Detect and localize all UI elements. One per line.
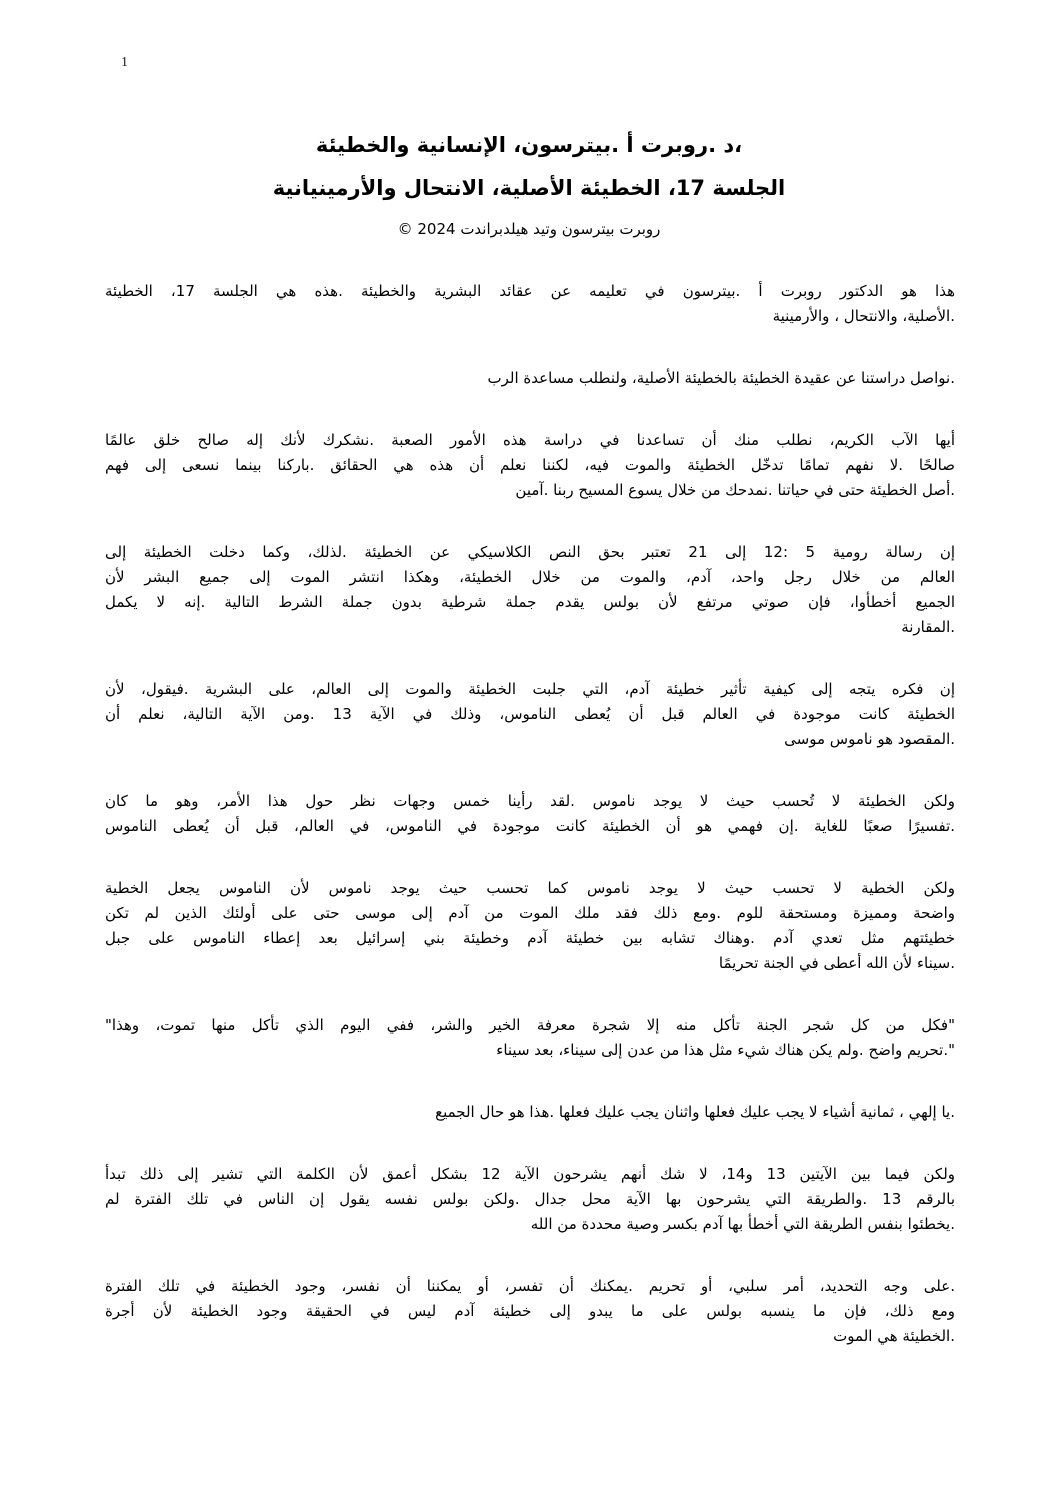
paragraph-sin-not-counted (105, 789, 955, 839)
paragraph-verses-13-14 (105, 1162, 955, 1237)
paragraph-romans (105, 540, 955, 640)
text-line: .الأصلية، والانتحال ، والأرمينية (772, 307, 955, 325)
text-line: "فكل من كل شجر الجنة تأكل منه إلا شجرة معرفة الخير والشر، ففي اليوم الذي تأكل منها تموت، وهذا" (105, 1016, 955, 1034)
text-line: .يا إلهي ، ثمانية أشياء لا يجب عليك فعلها واثنان يجب عليك فعلها .هذا هو حال الجميع (435, 1103, 955, 1121)
text-line: ".تحريم واضح .ولم يكن هناك شيء مثل هذا من عدن إلى سيناء، بعد سيناء (496, 1041, 955, 1059)
text-line: ولكن الخطيئة لا تُحسب حيث لا يوجد ناموس .لقد رأينا خمس وجهات نظر حول هذا الأمر، وهو ما كان (105, 792, 955, 810)
paragraph-intro (105, 279, 955, 329)
text-line: .أصل الخطيئة حتى في حياتنا .نمدحك من خلال يسوع المسيح ربنا .آمين (515, 481, 955, 499)
text-line: إن فكره يتجه إلى كيفية تأثير خطيئة آدم، التي جلبت الخطيئة والموت إلى العالم، على البشرية .فيقول، لأن (105, 680, 955, 698)
text-line: إن رسالة رومية 5 :12 إلى 21 تعتبر بحق النص الكلاسيكي عن الخطيئة .لذلك، وكما دخلت الخطيئة إلى (105, 543, 956, 561)
text-line: أيها الآب الكريم، نطلب منك أن تساعدنا في دراسة هذه الأمور الصعبة .نشكرك لأنك إله صالح خلق عالمًا (105, 431, 955, 449)
paragraph-garden-quote (105, 1013, 955, 1063)
text-line: .يخطئوا بنفس الطريقة التي أخطأ بها آدم بكسر وصية محددة من الله (530, 1215, 955, 1233)
text-line: .المقارنة (901, 618, 955, 636)
text-line: .الخطيئة هي الموت (833, 1327, 955, 1345)
text-line: .تفسيرًا صعبًا للغاية .إن فهمي هو أن الخطيئة كانت موجودة في الناموس، في العالم، قبل أن يُعطى الناموس (105, 817, 955, 835)
text-line: .نواصل دراستنا عن عقيدة الخطيئة بالخطيئة الأصلية، ولنطلب مساعدة الرب (487, 369, 955, 387)
document-header (0, 0, 1058, 242)
paragraph-adam-effect (105, 677, 955, 752)
text-line: واضحة ومميزة ومستحقة للوم .ومع ذلك فقد ملك الموت من آدم إلى موسى حتى على أولئك الذين لم تكن (105, 904, 955, 922)
text-line: صالحًا .لا نفهم تمامًا تدخّل الخطيئة والموت فيه، لكننا نعلم أن هذه هي الحقائق .باركنا بينما نسعى إلى فهم (105, 456, 955, 474)
text-line: بالرقم 13 .والطريقة التي يشرحون بها الآية محل جدال .ولكن بولس نفسه يقول إن الناس في تلك الفترة لم (105, 1190, 955, 1208)
text-line: .على وجه التحديد، أمر سلبي، أو تحريم .يمكنك أن تفسر، أو يمكننا أن نفسر، وجود الخطيئة في تلك الفترة (105, 1277, 955, 1295)
text-line: ولكن فيما بين الآيتين 13 و14، لا شك أنهم يشرحون الآية 12 بشكل أعمق لأن الكلمة التي تشير إلى ذلك تبدأ (105, 1165, 956, 1183)
text-line: الجميع أخطأوا، فإن صوتي مرتفع لأن بولس يقدم جملة شرطية بدون جملة الشرط التالية .إنه لا يكمل (105, 593, 955, 611)
document-title (0, 124, 1058, 210)
text-line: هذا هو الدكتور روبرت أ .بيترسون في تعليمه عن عقائد البشرية والخطيئة .هذه هي الجلسة 17، الخطيئة (105, 282, 955, 300)
title-line-1: ،د .روبرت أ .بيترسون، الإنسانية والخطيئة (315, 133, 743, 157)
text-line: ولكن الخطية لا تحسب حيث لا يوجد ناموس كما تحسب حيث يوجد ناموس لأن الناموس يجعل الخطية (105, 879, 955, 897)
paragraph-eight-things (105, 1100, 955, 1125)
document-body (105, 279, 955, 1349)
text-line: ومع ذلك، فإن ما ينسبه بولس على ما يبدو إلى خطيئة آدم ليس في الحقيقة وجود الخطيئة لأن أجرة (105, 1302, 955, 1320)
paragraph-law-makes-sin-clear (105, 876, 955, 976)
copyright-line: روبرت بيترسون وتيد هيلدبراندت 2024 © (397, 220, 661, 238)
title-line-2: الجلسة 17، الخطيئة الأصلية، الانتحال والأرمينيانية (272, 176, 786, 200)
paragraph-prayer (105, 428, 955, 503)
text-line: .المقصود هو ناموس موسى (784, 730, 955, 748)
text-line: الخطيئة كانت موجودة في العالم قبل أن يُعطى الناموس، وذلك في الآية 13 .ومن الآية التالية، نعلم أن (105, 705, 955, 723)
page-number: 1 (121, 55, 128, 70)
paragraph-wages-of-sin (105, 1274, 955, 1349)
paragraph-continue-study (105, 366, 955, 391)
text-line: العالم من خلال رجل واحد، آدم، والموت من خلال الخطيئة، وهكذا انتشر الموت إلى جميع البشر لأن (105, 568, 955, 586)
text-line: خطيئتهم مثل تعدي آدم .وهناك تشابه بين خطيئة آدم وخطيئة بني إسرائيل بعد إعطاء الناموس على جبل (105, 929, 955, 947)
text-line: .سيناء لأن الله أعطى في الجنة تحريمًا (718, 954, 955, 972)
